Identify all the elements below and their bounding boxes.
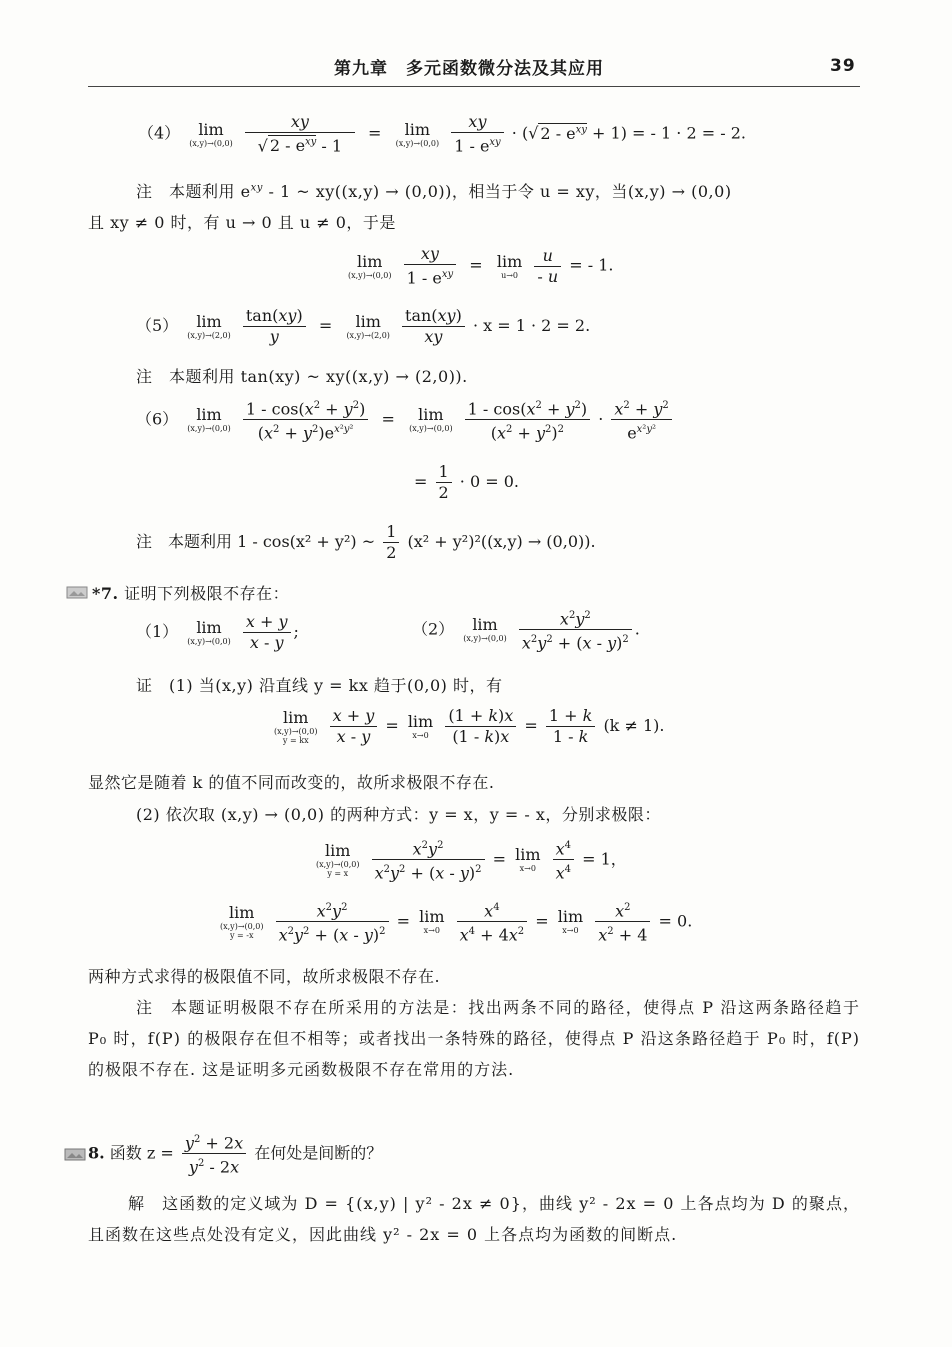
question-7: *7. 证明下列极限不存在：: [92, 584, 290, 603]
equation-proof-2a: lim (x,y)→(0,0) y = x $\frac{x^2y^2}{x^2y^2 + (x - y)^2}$ = lim x→0 $\frac{x^4}{x^4}$ = 1，: [316, 839, 627, 883]
equation-proof-1: lim (x,y)→(0,0) y = kx $\frac{x + y}{x - y}$ = lim x→0 $\frac{(1 + k)x}{(1 - k)x}$ = $\frac{1 + k}{1 - k}$ (k ≠ 1).: [274, 706, 665, 746]
question-7-1: （1） lim (x,y)→(0,0) $\frac{x + y}{x - y}$ ;: [136, 612, 299, 652]
page-number: 39: [830, 56, 856, 76]
equation-4: （4） lim (x,y)→(0,0) $\frac{xy}{√ 2 - e^{xy} - 1}$ = lim (x,y)→(0,0) $\frac{xy}{1 - e^{xy}}$ · (√ $2 - e^{xy} + 1$) = - 1 · 2 = - 2.: [138, 112, 746, 156]
equation-note-1: lim (x,y)→(0,0) $\frac{xy}{1 - e^{xy}}$ = lim u→0 $\frac{u}{- u}$ = - 1.: [348, 244, 614, 288]
header-rule: [88, 86, 860, 87]
note-1-cont: 且 xy ≠ 0 时，有 u → 0 且 u ≠ 0，于是: [88, 213, 396, 232]
equation-proof-2b: lim (x,y)→(0,0) y = -x $\frac{x^2y^2}{x^2y^2 + (x - y)^2}$ = lim x→0 $\frac{x^4}{x^4 + 4x^2}$ = lim x→0 $\frac{x^2}{x^2 + 4}$ = 0.: [220, 901, 693, 945]
exercise-icon: [64, 1147, 86, 1161]
eq4-result: = - 1 · 2 = - 2.: [632, 123, 746, 143]
note-3: 注 本题利用 1 - cos(x² + y²) ~ $\frac{1}{2}$ (x² + y²)²((x,y) → (0,0)).: [136, 522, 596, 562]
proof-1: 证 (1) 当(x,y) 沿直线 y = kx 趋于(0,0) 时，有: [136, 676, 503, 695]
equation-5: （5） lim (x,y)→(2,0) $\frac{\tan(xy)}{y}$ = lim (x,y)→(2,0) $\frac{\tan(xy)}{xy}$ · x = 1 · 2 = 2.: [136, 306, 591, 346]
note-2: 注 本题利用 tan(xy) ~ xy((x,y) → (2,0)).: [136, 367, 468, 386]
proof-1-conclusion: 显然它是随着 k 的值不同而改变的，故所求极限不存在.: [88, 773, 495, 792]
item-label: （4）: [138, 123, 181, 143]
proof-2: (2) 依次取 (x,y) → (0,0) 的两种方式：y = x，y = - x，分别求极限：: [136, 805, 661, 824]
question-8: 8. 函数 z = $\frac{y^2 + 2x}{y^2 - 2x}$ 在何处是间断的？: [88, 1133, 383, 1177]
note-1: 注 本题利用 $e^{xy} - 1$ ~ xy((x,y) → (0,0))，相当于令 u = xy，当(x,y) → (0,0): [136, 182, 732, 201]
equation-6: （6） lim (x,y)→(0,0) $\frac{1 - \cos(x^2 + y^2)}{(x^2 + y^2)e^{x^2y^2}}$ = lim (x,y)→(0,0) $\frac{1 - \cos(x^2 + y^2)}{(x^2 + y^2)^2}$ · $\frac{x^2 + y^2}{e^{x^2y^2}}$: [136, 396, 675, 444]
solution-8: 解 这函数的定义域为 D = {(x,y) | y² - 2x ≠ 0}，曲线 y² - 2x = 0 上各点均为 D 的聚点，且函数在这些点处没有定义，因此曲线 y² - 2x = 0 上各点均为函数的间断点.: [88, 1194, 860, 1244]
question-7-2: （2） lim (x,y)→(0,0) $\frac{x^2y^2}{x^2y^2 + (x - y)^2}$ .: [412, 609, 640, 653]
equation-6-result: = $\frac{1}{2}$ · 0 = 0.: [414, 462, 519, 502]
note-4: 注 本题证明极限不存在所采用的方法是：找出两条不同的路径，使得点 P 沿这两条路径趋于 P₀ 时，f(P) 的极限存在但不相等；或者找出一条特殊的路径，使得点 P 沿这条路径趋于 P₀ 时，f(P) 的极限不存在. 这是证明多元函数极限不存在常用的方法.: [88, 998, 860, 1079]
chapter-title: 第九章 多元函数微分法及其应用: [334, 59, 604, 79]
proof-2-conclusion: 两种方式求得的极限值不同，故所求极限不存在.: [88, 967, 441, 986]
exercise-icon: [66, 585, 88, 599]
